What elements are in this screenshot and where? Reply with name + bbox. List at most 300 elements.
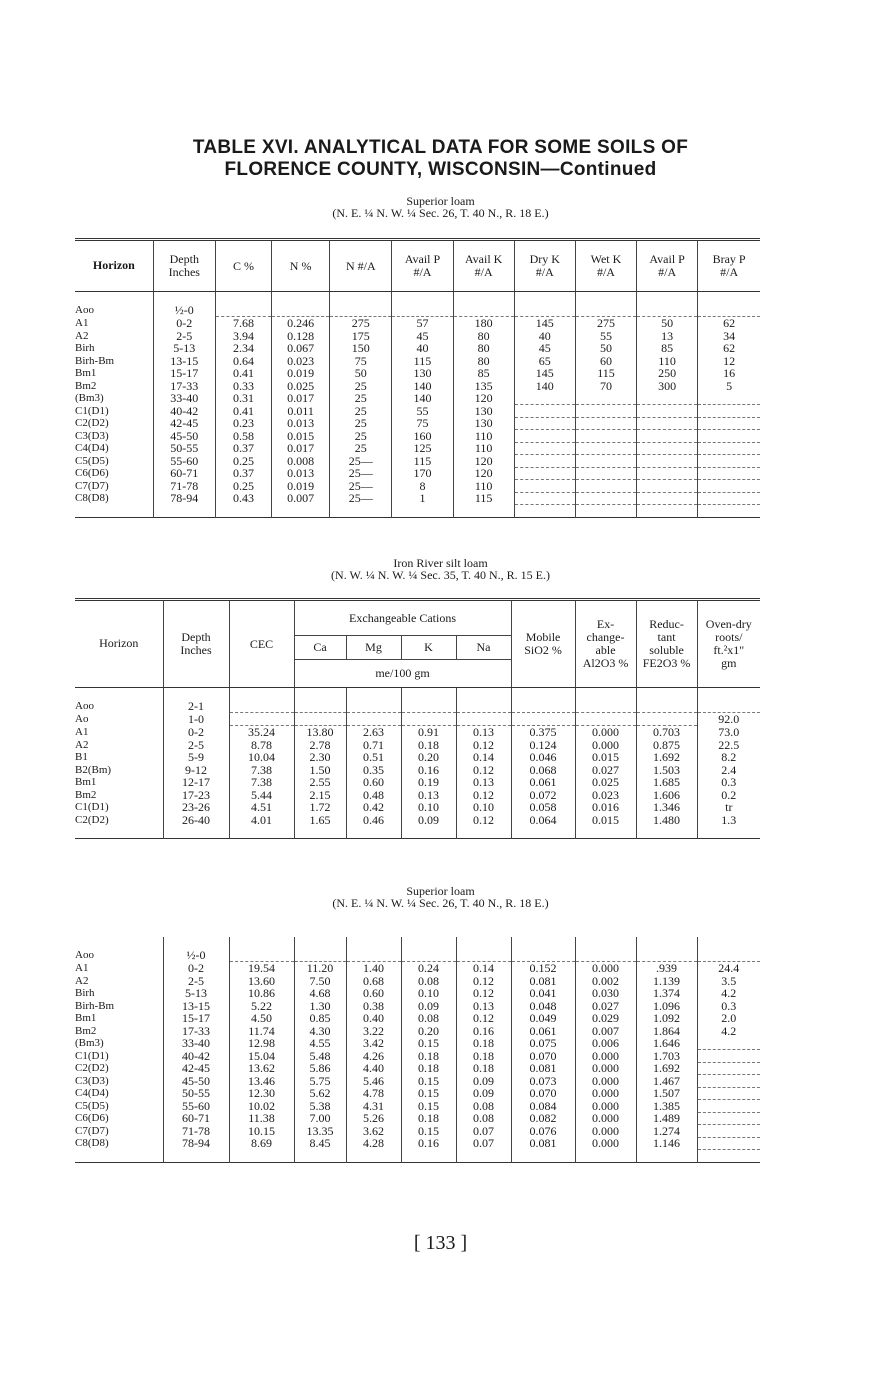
- table-row: [75, 467, 760, 480]
- value-cell: 0.061: [511, 1025, 575, 1038]
- value-cell: 0.20: [401, 1025, 456, 1038]
- value-cell: 26-40: [163, 814, 229, 827]
- value-cell: 12.98: [229, 1037, 294, 1050]
- value-cell: 4.2: [697, 1025, 760, 1038]
- value-cell: 4.26: [346, 1050, 401, 1063]
- value-cell: [636, 713, 697, 726]
- value-cell: 0.703: [636, 726, 697, 739]
- value-cell: 10.15: [229, 1125, 294, 1138]
- value-cell: 70: [575, 380, 636, 393]
- horizon-cell: Aoo: [75, 700, 94, 712]
- horizon-cell: Bm1: [75, 1012, 97, 1024]
- value-cell: 0.000: [575, 726, 636, 739]
- value-cell: 13.62: [229, 1062, 294, 1075]
- value-cell: 25: [330, 417, 392, 430]
- value-cell: 0.16: [401, 1137, 456, 1150]
- value-cell: 25—: [330, 455, 392, 468]
- value-cell: 125: [392, 442, 453, 455]
- value-cell: [575, 405, 636, 418]
- value-cell: 3.62: [346, 1125, 401, 1138]
- value-cell: 0.019: [272, 480, 330, 493]
- spacer-row: [75, 826, 760, 839]
- value-cell: [514, 417, 575, 430]
- value-cell: 0.46: [346, 814, 401, 827]
- t2-soil-name: Iron River silt loam: [393, 556, 488, 570]
- value-cell: 0.070: [511, 1087, 575, 1100]
- value-cell: 0.025: [272, 380, 330, 393]
- value-cell: 3.5: [697, 975, 760, 988]
- value-cell: 115: [453, 492, 514, 505]
- value-cell: 0.067: [272, 342, 330, 355]
- horizon-cell: A1: [75, 316, 89, 329]
- value-cell: 1.72: [294, 801, 346, 814]
- value-cell: 0.37: [215, 442, 271, 455]
- horizon-cell: C2(D2): [75, 1062, 109, 1074]
- value-cell: 275: [575, 317, 636, 330]
- t2-h-k: K: [401, 636, 456, 660]
- t1-h-avail-p-2: Avail P #/A: [637, 240, 698, 292]
- value-cell: [514, 455, 575, 468]
- t1-h-carbon: C %: [215, 240, 271, 292]
- value-cell: 1.3: [697, 814, 760, 827]
- t2-h-exchangeable-cations: Exchangeable Cations: [294, 600, 511, 636]
- value-cell: 1.40: [346, 962, 401, 975]
- t2-h-mg: Mg: [346, 636, 401, 660]
- value-cell: 1.385: [636, 1100, 697, 1113]
- value-cell: [697, 1100, 760, 1113]
- t3-location: (N. E. ¼ N. W. ¼ Sec. 26, T. 40 N., R. 18 E.): [332, 896, 549, 910]
- value-cell: [575, 700, 636, 713]
- spacer-row: [75, 937, 760, 949]
- horizon-cell: C4(D4): [75, 442, 109, 454]
- value-cell: 10.04: [229, 751, 294, 764]
- value-cell: 1.467: [636, 1075, 697, 1088]
- value-cell: 2-5: [153, 330, 215, 343]
- analytical-table-1: [75, 238, 760, 518]
- value-cell: 180: [453, 317, 514, 330]
- value-cell: 0.20: [401, 751, 456, 764]
- value-cell: 71-78: [153, 480, 215, 493]
- value-cell: 0.18: [456, 1050, 511, 1063]
- value-cell: 0.10: [401, 801, 456, 814]
- value-cell: 115: [392, 455, 453, 468]
- value-cell: 8.2: [697, 751, 760, 764]
- value-cell: 25: [330, 392, 392, 405]
- value-cell: [511, 700, 575, 713]
- value-cell: 1.489: [636, 1112, 697, 1125]
- value-cell: 5.48: [294, 1050, 346, 1063]
- horizon-cell: C2(D2): [75, 417, 109, 429]
- value-cell: 0.12: [456, 975, 511, 988]
- value-cell: 85: [453, 367, 514, 380]
- value-cell: 5.26: [346, 1112, 401, 1125]
- value-cell: 0.10: [401, 987, 456, 1000]
- value-cell: 0.12: [456, 739, 511, 752]
- value-cell: 0.41: [215, 405, 271, 418]
- value-cell: 15.04: [229, 1050, 294, 1063]
- value-cell: [637, 304, 698, 317]
- value-cell: 0.48: [346, 789, 401, 802]
- value-cell: 0.24: [401, 962, 456, 975]
- value-cell: 60-71: [163, 1112, 229, 1125]
- value-cell: [637, 455, 698, 468]
- table-row: [75, 949, 760, 962]
- value-cell: 40-42: [163, 1050, 229, 1063]
- value-cell: 7.00: [294, 1112, 346, 1125]
- value-cell: 0.15: [401, 1087, 456, 1100]
- value-cell: 4.51: [229, 801, 294, 814]
- table-row: [75, 700, 760, 713]
- t2-h-na: Na: [456, 636, 511, 660]
- value-cell: 0.128: [272, 330, 330, 343]
- value-cell: 0.046: [511, 751, 575, 764]
- value-cell: 23-26: [163, 801, 229, 814]
- value-cell: 0.084: [511, 1100, 575, 1113]
- value-cell: 0.064: [511, 814, 575, 827]
- value-cell: 73.0: [697, 726, 760, 739]
- value-cell: 1.864: [636, 1025, 697, 1038]
- value-cell: [575, 467, 636, 480]
- value-cell: [698, 480, 760, 493]
- value-cell: 17-33: [163, 1025, 229, 1038]
- value-cell: 0.09: [456, 1075, 511, 1088]
- table-row: [75, 1062, 760, 1075]
- value-cell: 0.68: [346, 975, 401, 988]
- table-row: [75, 713, 760, 726]
- value-cell: 1.139: [636, 975, 697, 988]
- value-cell: 1.606: [636, 789, 697, 802]
- value-cell: 0.025: [575, 776, 636, 789]
- value-cell: [575, 492, 636, 505]
- table-row: [75, 392, 760, 405]
- value-cell: ½-0: [163, 949, 229, 962]
- value-cell: 0.85: [294, 1012, 346, 1025]
- value-cell: 12.30: [229, 1087, 294, 1100]
- horizon-cell: B1: [75, 751, 88, 763]
- value-cell: [511, 949, 575, 962]
- value-cell: 3.42: [346, 1037, 401, 1050]
- value-cell: 0.027: [575, 764, 636, 777]
- table-row: [75, 987, 760, 1000]
- value-cell: 42-45: [163, 1062, 229, 1075]
- value-cell: 0.015: [575, 814, 636, 827]
- value-cell: 0.18: [401, 739, 456, 752]
- value-cell: 25—: [330, 467, 392, 480]
- value-cell: 12-17: [163, 776, 229, 789]
- value-cell: 0.375: [511, 726, 575, 739]
- horizon-cell: Birh: [75, 987, 95, 999]
- value-cell: 0.40: [346, 1012, 401, 1025]
- value-cell: 0.15: [401, 1037, 456, 1050]
- table-row: [75, 304, 760, 317]
- t1-h-avail-p: Avail P #/A: [392, 240, 453, 292]
- value-cell: [697, 1125, 760, 1138]
- horizon-cell: A2: [75, 329, 89, 342]
- horizon-cell: Aoo: [75, 304, 94, 316]
- horizon-cell: C1(D1): [75, 404, 109, 417]
- value-cell: 0.18: [401, 1050, 456, 1063]
- value-cell: 1.092: [636, 1012, 697, 1025]
- value-cell: 40: [392, 342, 453, 355]
- value-cell: 13-15: [153, 355, 215, 368]
- value-cell: [637, 430, 698, 443]
- horizon-cell: C2(D2): [75, 813, 109, 826]
- value-cell: 0.000: [575, 962, 636, 975]
- value-cell: 7.38: [229, 764, 294, 777]
- value-cell: 5.44: [229, 789, 294, 802]
- horizon-cell: C3(D3): [75, 429, 109, 442]
- value-cell: 130: [453, 417, 514, 430]
- value-cell: [575, 304, 636, 317]
- value-cell: 0.19: [401, 776, 456, 789]
- value-cell: 2.0: [697, 1012, 760, 1025]
- value-cell: 0.008: [272, 455, 330, 468]
- value-cell: 5-9: [163, 751, 229, 764]
- value-cell: 5.38: [294, 1100, 346, 1113]
- value-cell: 0.15: [401, 1125, 456, 1138]
- value-cell: 45: [514, 342, 575, 355]
- table-row: [75, 726, 760, 739]
- value-cell: 0.25: [215, 455, 271, 468]
- value-cell: 5.22: [229, 1000, 294, 1013]
- value-cell: [575, 417, 636, 430]
- t2-h-reductant-soluble-fe2o3: Reduc-tant soluble FE2O3 %: [636, 600, 697, 688]
- value-cell: [697, 1137, 760, 1150]
- value-cell: 24.4: [697, 962, 760, 975]
- value-cell: 50: [330, 367, 392, 380]
- value-cell: 0.12: [456, 987, 511, 1000]
- table-row: [75, 342, 760, 355]
- value-cell: 13-15: [163, 1000, 229, 1013]
- value-cell: 120: [453, 455, 514, 468]
- value-cell: 0.2: [697, 789, 760, 802]
- value-cell: 55: [575, 330, 636, 343]
- value-cell: [697, 1112, 760, 1125]
- value-cell: 0.023: [575, 789, 636, 802]
- value-cell: 0.08: [456, 1100, 511, 1113]
- value-cell: 1.30: [294, 1000, 346, 1013]
- value-cell: 1.480: [636, 814, 697, 827]
- value-cell: 0.019: [272, 367, 330, 380]
- value-cell: 4.01: [229, 814, 294, 827]
- value-cell: [698, 455, 760, 468]
- value-cell: 0.60: [346, 987, 401, 1000]
- value-cell: 0.09: [401, 814, 456, 827]
- value-cell: 9-12: [163, 764, 229, 777]
- value-cell: 8.45: [294, 1137, 346, 1150]
- value-cell: [697, 1075, 760, 1088]
- value-cell: 0.3: [697, 776, 760, 789]
- value-cell: 50-55: [153, 442, 215, 455]
- value-cell: [401, 949, 456, 962]
- value-cell: 250: [637, 367, 698, 380]
- value-cell: 0.08: [401, 975, 456, 988]
- value-cell: [346, 949, 401, 962]
- value-cell: 0-2: [163, 726, 229, 739]
- horizon-cell: Aoo: [75, 949, 94, 961]
- value-cell: [215, 304, 271, 317]
- value-cell: 45-50: [153, 430, 215, 443]
- value-cell: 62: [698, 317, 760, 330]
- value-cell: [456, 700, 511, 713]
- value-cell: 8.78: [229, 739, 294, 752]
- value-cell: [698, 417, 760, 430]
- value-cell: 40: [514, 330, 575, 343]
- table-row: [75, 801, 760, 814]
- value-cell: 0.12: [456, 814, 511, 827]
- value-cell: [697, 1050, 760, 1063]
- value-cell: 2.34: [215, 342, 271, 355]
- value-cell: 78-94: [163, 1137, 229, 1150]
- value-cell: 1.703: [636, 1050, 697, 1063]
- value-cell: 0.246: [272, 317, 330, 330]
- value-cell: 5.46: [346, 1075, 401, 1088]
- value-cell: 40-42: [153, 405, 215, 418]
- value-cell: 0.124: [511, 739, 575, 752]
- value-cell: 120: [453, 392, 514, 405]
- value-cell: 11.74: [229, 1025, 294, 1038]
- value-cell: 0.070: [511, 1050, 575, 1063]
- horizon-cell: C6(D6): [75, 467, 109, 479]
- value-cell: 2.15: [294, 789, 346, 802]
- value-cell: 11.20: [294, 962, 346, 975]
- horizon-cell: Bm1: [75, 776, 97, 788]
- table-title-line-2: FLORENCE COUNTY, WISCONSIN—Continued: [224, 159, 657, 180]
- analytical-table-3: [75, 937, 760, 1163]
- value-cell: 0.081: [511, 1137, 575, 1150]
- value-cell: [575, 713, 636, 726]
- value-cell: 0.12: [456, 789, 511, 802]
- value-cell: 0.002: [575, 975, 636, 988]
- value-cell: 0.068: [511, 764, 575, 777]
- horizon-cell: B2(Bm): [75, 763, 112, 776]
- value-cell: tr: [697, 801, 760, 814]
- value-cell: 0.43: [215, 492, 271, 505]
- value-cell: 0.076: [511, 1125, 575, 1138]
- value-cell: 0.015: [575, 751, 636, 764]
- value-cell: 0.37: [215, 467, 271, 480]
- value-cell: 5-13: [163, 987, 229, 1000]
- t1-h-depth: Depth Inches: [153, 240, 215, 292]
- value-cell: 110: [637, 355, 698, 368]
- value-cell: [294, 713, 346, 726]
- value-cell: [456, 713, 511, 726]
- value-cell: 0.12: [456, 1012, 511, 1025]
- t1-h-avail-k: Avail K #/A: [453, 240, 514, 292]
- value-cell: 57: [392, 317, 453, 330]
- value-cell: 0-2: [153, 317, 215, 330]
- value-cell: 5-13: [153, 342, 215, 355]
- value-cell: [294, 949, 346, 962]
- value-cell: 71-78: [163, 1125, 229, 1138]
- horizon-cell: A2: [75, 974, 89, 987]
- value-cell: [401, 700, 456, 713]
- value-cell: 5.75: [294, 1075, 346, 1088]
- value-cell: [637, 392, 698, 405]
- value-cell: 7.50: [294, 975, 346, 988]
- value-cell: [697, 1037, 760, 1050]
- value-cell: 0.13: [456, 1000, 511, 1013]
- value-cell: 110: [453, 442, 514, 455]
- t1-h-horizon: Horizon: [75, 240, 153, 292]
- value-cell: 7.68: [215, 317, 271, 330]
- horizon-cell: C3(D3): [75, 1074, 109, 1087]
- value-cell: 0.029: [575, 1012, 636, 1025]
- value-cell: [514, 492, 575, 505]
- value-cell: 130: [453, 405, 514, 418]
- horizon-cell: C7(D7): [75, 479, 109, 492]
- value-cell: 4.30: [294, 1025, 346, 1038]
- value-cell: 2-5: [163, 975, 229, 988]
- value-cell: 92.0: [697, 713, 760, 726]
- value-cell: [637, 480, 698, 493]
- value-cell: 300: [637, 380, 698, 393]
- value-cell: [229, 713, 294, 726]
- value-cell: 145: [514, 317, 575, 330]
- t2-h-cec: CEC: [229, 600, 294, 688]
- value-cell: [346, 713, 401, 726]
- value-cell: [636, 700, 697, 713]
- value-cell: 0.000: [575, 1100, 636, 1113]
- table-row: [75, 1137, 760, 1150]
- value-cell: 0.25: [215, 480, 271, 493]
- value-cell: 140: [514, 380, 575, 393]
- table-row: [75, 1087, 760, 1100]
- value-cell: 4.28: [346, 1137, 401, 1150]
- value-cell: 35.24: [229, 726, 294, 739]
- value-cell: 75: [392, 417, 453, 430]
- value-cell: 2-1: [163, 700, 229, 713]
- table-title-line-1: TABLE XVI. ANALYTICAL DATA FOR SOME SOILS OF: [192, 137, 689, 158]
- value-cell: 0.000: [575, 1087, 636, 1100]
- value-cell: 130: [392, 367, 453, 380]
- horizon-cell: Birh-Bm: [75, 354, 115, 367]
- spacer-row: [75, 505, 760, 518]
- value-cell: 1.685: [636, 776, 697, 789]
- value-cell: [514, 442, 575, 455]
- value-cell: [636, 949, 697, 962]
- value-cell: 42-45: [153, 417, 215, 430]
- value-cell: 175: [330, 330, 392, 343]
- value-cell: 0.15: [401, 1100, 456, 1113]
- value-cell: 0.14: [456, 751, 511, 764]
- value-cell: 0.60: [346, 776, 401, 789]
- value-cell: 0.000: [575, 1125, 636, 1138]
- value-cell: [697, 700, 760, 713]
- value-cell: 33-40: [163, 1037, 229, 1050]
- value-cell: 25—: [330, 480, 392, 493]
- horizon-cell: Bm2: [75, 788, 97, 801]
- value-cell: 75: [330, 355, 392, 368]
- value-cell: 15-17: [163, 1012, 229, 1025]
- horizon-cell: Birh-Bm: [75, 999, 115, 1012]
- value-cell: 0.030: [575, 987, 636, 1000]
- value-cell: 0.000: [575, 1112, 636, 1125]
- value-cell: 10.86: [229, 987, 294, 1000]
- value-cell: [698, 442, 760, 455]
- value-cell: [697, 949, 760, 962]
- value-cell: [401, 713, 456, 726]
- value-cell: [514, 430, 575, 443]
- value-cell: [698, 405, 760, 418]
- spacer-row: [75, 1150, 760, 1163]
- table-row: [75, 417, 760, 430]
- value-cell: 0.33: [215, 380, 271, 393]
- value-cell: 0.3: [697, 1000, 760, 1013]
- t2-h-ca: Ca: [294, 636, 346, 660]
- value-cell: 13.46: [229, 1075, 294, 1088]
- value-cell: [514, 392, 575, 405]
